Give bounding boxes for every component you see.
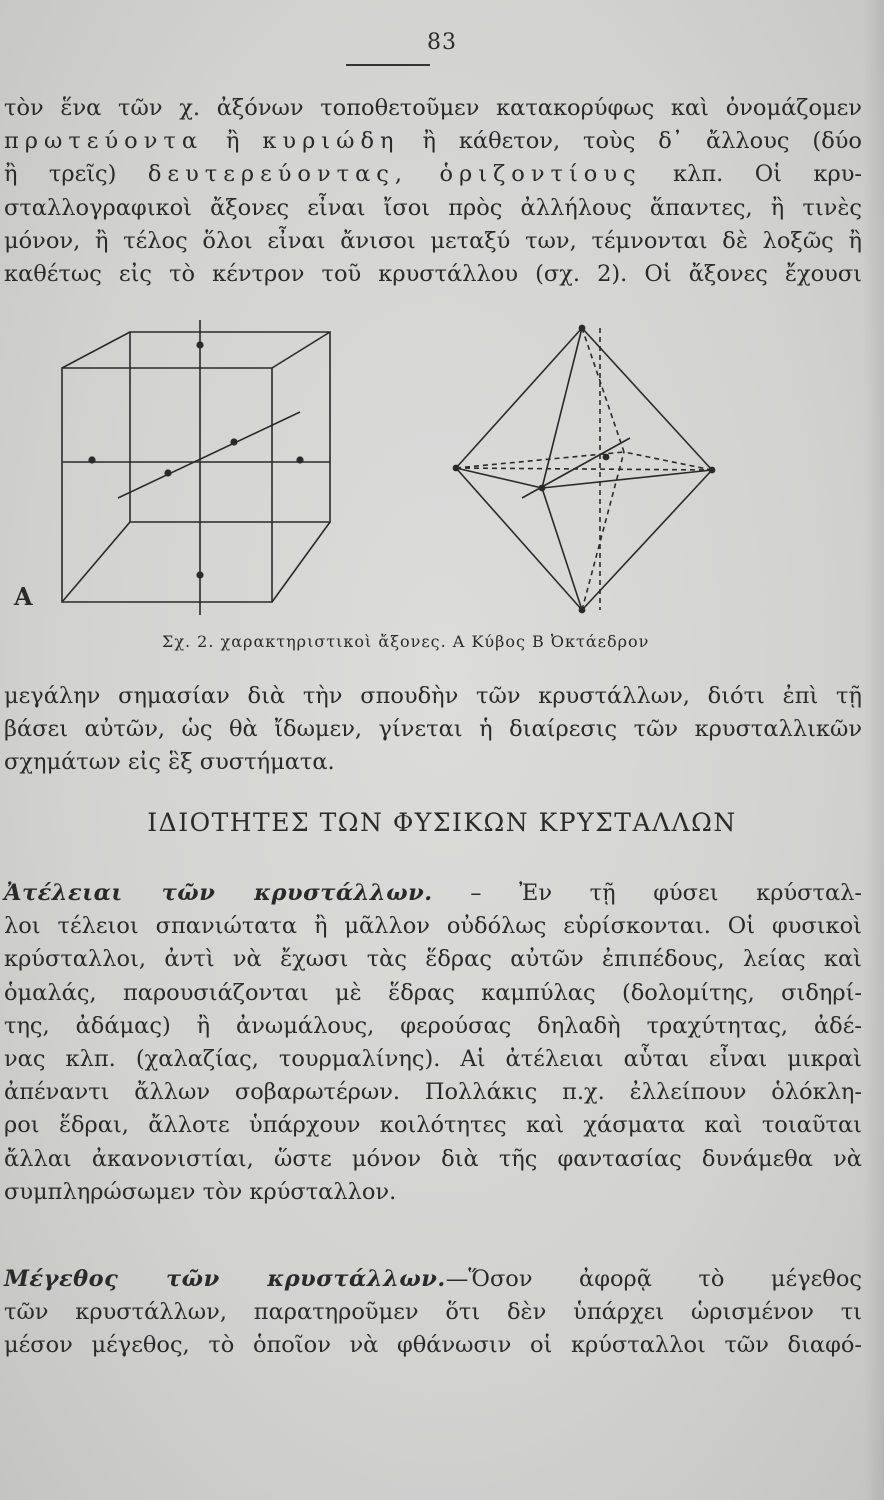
octahedron-edge <box>542 328 582 488</box>
text-line: ὁμαλάς, παρουσιάζονται μὲ ἕδρας καμπύλας (δολομίτης, σιδηρί- <box>4 979 862 1006</box>
text-line: κρύσταλλοι, ἀντὶ νὰ ἔχωσι τὰς ἕδρας αὐτῶν ἐπιπέδους, λείας καὶ <box>4 946 862 973</box>
octahedron-hidden-edge <box>582 328 624 452</box>
figure-drawing <box>0 310 884 670</box>
octahedron-edge <box>582 470 712 610</box>
text-line: βάσει αὐτῶν, ὡς θὰ ἴδωμεν, γίνεται ἡ διαίρεσις τῶν κρυσταλλικῶν <box>4 716 862 743</box>
cube-front-face <box>62 368 272 602</box>
axis-point <box>164 469 171 476</box>
axis-point <box>579 325 586 332</box>
text-line: σχημάτων εἰς ἓξ συστήματα. <box>4 749 335 776</box>
text-line: ἀπέναντι ἄλλων σοβαρωτέρων. Πολλάκις π.χ. ἐλλείπουν ὁλόκλη- <box>4 1079 862 1106</box>
octahedron-edge <box>582 328 712 470</box>
axis-point <box>230 438 237 445</box>
text-line: μέσον μέγεθος, τὸ ὁποῖον νὰ φθάνωσιν οἱ κρύσταλλοι τῶν διαφό- <box>4 1332 862 1359</box>
octahedron-edge <box>456 468 542 488</box>
axis-point <box>579 607 586 614</box>
run-in-heading: Μέγεθος τῶν κρυστάλλων. <box>4 1266 446 1292</box>
cube-edge <box>62 522 130 602</box>
dash: — <box>445 1266 469 1292</box>
page-edge-shadow <box>864 0 884 1500</box>
text-fragment: Ἐν τῇ φύσει κρύσταλ- <box>519 880 863 906</box>
text-line: καθέτως εἰς τὸ κέντρον τοῦ κρυστάλλου (σχ. 2). Οἱ ἄξονες ἔχουσι <box>4 261 862 288</box>
paragraph-axes-importance <box>4 680 862 780</box>
cube-back-face <box>130 332 330 522</box>
figure-caption: Σχ. 2. χαρακτηριστικοὶ ἄξονες. Α Κύβος Β Ὀκτάεδρον <box>162 632 650 651</box>
text-line: ἄλλαι ἀκανονιστίαι, ὥστε μόνον διὰ τῆς φαντασίας δυνάμεθα νὰ <box>4 1145 862 1172</box>
cube-edge <box>62 332 130 368</box>
axis-point <box>709 467 716 474</box>
axis-point <box>603 454 610 461</box>
figure-label-letter: A <box>14 582 33 611</box>
text-line <box>4 877 862 910</box>
text-line: τὸν ἕνα τῶν χ. ἀξόνων τοποθετοῦμεν κατακορύφως καὶ ὀνομάζομεν <box>4 95 862 121</box>
spaced-word: δευτερεύοντας, <box>147 161 409 188</box>
spaced-word: κυριώδη <box>262 128 400 155</box>
text-line: λοι τέλειοι σπανιώτατα ἢ μᾶλλον οὐδόλως εὑρίσκονται. Οἱ φυσικοὶ <box>4 913 862 940</box>
axis-point <box>88 456 95 463</box>
text-fragment: Ὅσον ἀφορᾷ τὸ μέγεθος <box>468 1266 863 1292</box>
text-line: ροι ἕδραι, ἄλλοτε ὑπάρχουν κοιλότητες καὶ χάσματα καὶ τοιαῦται <box>4 1112 862 1139</box>
page-number-rule <box>346 64 430 66</box>
figure-crystal-axes <box>0 310 884 670</box>
text-line: συμπληρώσωμεν τὸν κρύσταλλον. <box>4 1178 397 1205</box>
paragraph-imperfections <box>4 877 862 1209</box>
axis-point <box>539 485 546 492</box>
page-number: 83 <box>427 30 457 55</box>
axis-point <box>196 571 203 578</box>
octahedron-edge <box>456 468 582 610</box>
text-line: σταλλογραφικοὶ ἄξονες εἶναι ἴσοι πρὸς ἀλλήλους ἅπαντες, ἢ τινὲς <box>4 194 862 221</box>
axis-point <box>453 465 460 472</box>
cube-edge <box>272 522 330 602</box>
text-line: μόνον, ἢ τέλος ὅλοι εἶναι ἄνισοι μεταξύ των, τέμνονται δὲ λοξῶς ἢ <box>4 227 862 254</box>
cube-edge <box>272 332 330 368</box>
octahedron-horizontal-axis <box>456 468 712 470</box>
text-line: μεγάλην σημασίαν διὰ τὴν σπουδὴν τῶν κρυστάλλων, διότι ἐπὶ τῇ <box>4 683 862 709</box>
octahedron-hidden-edge <box>456 452 624 468</box>
spaced-word: πρωτεύοντα <box>4 128 204 155</box>
dash: – <box>432 880 520 906</box>
spaced-word: ὁριζοντίους <box>439 161 642 188</box>
run-in-heading: Ἀτέλειαι τῶν κρυστάλλων. <box>4 880 433 906</box>
section-heading: ΙΔΙΟΤΗΤΕΣ ΤΩΝ ΦΥΣΙΚΩΝ ΚΡΥΣΤΑΛΛΩΝ <box>147 808 737 837</box>
octahedron-edge <box>542 488 582 610</box>
paragraph-size <box>4 1263 862 1363</box>
paragraph-axes-intro <box>4 92 862 291</box>
text-line: πρωτεύοντα ἢ κυριώδη ἢ κάθετον, τοὺς δ᾽ ἄλλους (δύο <box>4 128 862 155</box>
text-line: της, ἀδάμας) ἢ ἀνωμάλους, φερούσας δηλαδὴ τραχύτητας, ἀδέ- <box>4 1012 862 1039</box>
axis-point <box>196 341 203 348</box>
text-line: νας κλπ. (χαλαζίας, τουρμαλίνης). Αἱ ἀτέλειαι αὗται εἶναι μικραὶ <box>4 1046 862 1073</box>
axis-point <box>296 456 303 463</box>
octahedron-edge <box>456 328 582 468</box>
text-line: ἢ τρεῖς) δευτερεύοντας, ὁριζοντίους κλπ. Οἱ κρυ- <box>4 161 862 188</box>
text-line: τῶν κρυστάλλων, παρατηροῦμεν ὅτι δὲν ὑπάρχει ὡρισμένον τι <box>4 1299 862 1326</box>
text-line <box>4 1263 862 1296</box>
